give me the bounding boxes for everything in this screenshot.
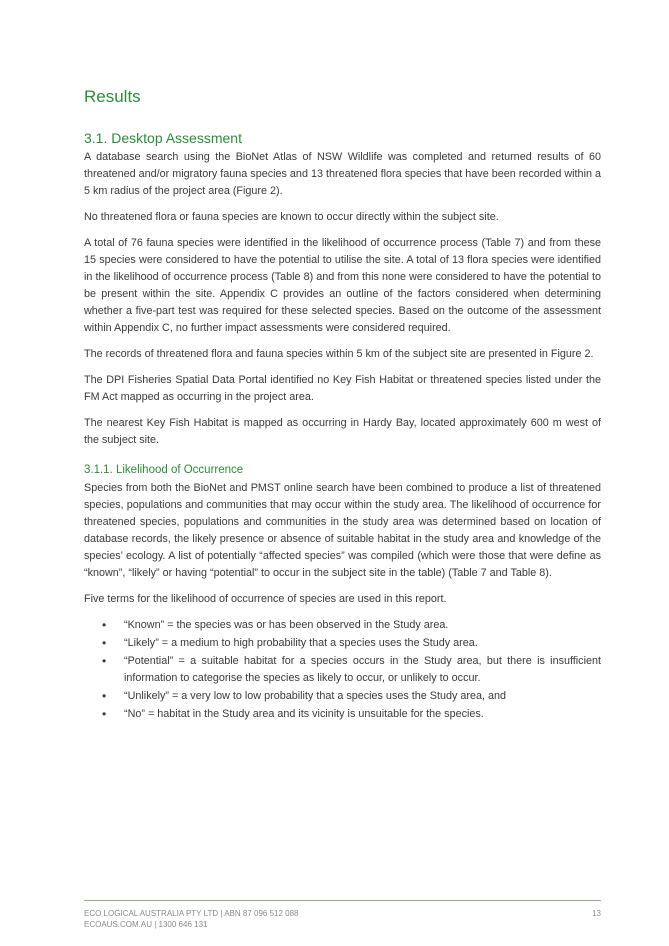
- list-item: [84, 635, 601, 652]
- paragraph: A database search using the BioNet Atlas of NSW Wildlife was completed and returned results of 60 threatened and/or migratory fauna species and 13 threatened flora species that have been recorded within a 5 km radius of the project area (Figure 2).: [84, 151, 601, 197]
- list-item: [84, 688, 601, 705]
- list-item: [84, 706, 601, 723]
- page-footer: [84, 908, 601, 930]
- list-item-text: “Known” = the species was or has been observed in the Study area.: [124, 619, 449, 631]
- list-item: [84, 653, 601, 687]
- paragraph: The DPI Fisheries Spatial Data Portal identified no Key Fish Habitat or threatened species listed under the FM Act mapped as occurring in the project area.: [84, 374, 601, 403]
- list-item: [84, 617, 601, 634]
- page-content: [84, 86, 601, 724]
- subsection-title: 3.1.1. Likelihood of Occurrence: [84, 464, 244, 476]
- bullet-icon: •: [102, 707, 107, 721]
- footer-divider: [84, 900, 601, 901]
- list-item-text: “Potential” = a suitable habitat for a species occurs in the Study area, but there is insufficient information to categorise the species as likely to occur, or unlikely to occur.: [124, 655, 601, 684]
- paragraph: No threatened flora or fauna species are known to occur directly within the subject site.: [84, 211, 499, 223]
- paragraph: A total of 76 fauna species were identified in the likelihood of occurrence process (Table 7) and from these 15 species were considered to have the potential to utilise the site. A total of 13 flora species were identified in the likelihood of occurrence process (Table 8) and from this none were considered to have the potential to be present within the site. Appendix C provides an outline of the factors considered when determining whether a five-part test was required for these selected species. Based on the outcome of the assessment within Appendix C, no further impact assessments were considered required.: [84, 237, 601, 334]
- likelihood-terms-list: [84, 617, 601, 723]
- page-number: 13: [592, 909, 601, 918]
- paragraph: Species from both the BioNet and PMST online search have been combined to produce a list of threatened species, populations and communities that may occur within the study area. The likelihood of occurrence for threatened species, populations and communities in the study area was determined based on location of database records, the likely presence or absence of suitable habitat in the study area and knowledge of the species’ ecology. A list of potentially “affected species” was compiled (which were those that were define as “known”, “likely” or having “potential” to occur in the subject site in the table) (Table 7 and Table 8).: [84, 482, 601, 579]
- list-item-text: “No” = habitat in the Study area and its vicinity is unsuitable for the species.: [124, 708, 484, 720]
- paragraph: The nearest Key Fish Habitat is mapped as occurring in Hardy Bay, located approximately 600 m west of the subject site.: [84, 417, 601, 446]
- section-title: 3.1. Desktop Assessment: [84, 130, 242, 146]
- bullet-icon: •: [102, 654, 107, 668]
- footer-contact-line: ECOAUS.COM.AU | 1300 646 131: [84, 920, 208, 929]
- list-item-text: “Unlikely” = a very low to low probability that a species uses the Study area, and: [124, 690, 506, 702]
- footer-company-line: ECO LOGICAL AUSTRALIA PTY LTD | ABN 87 096 512 088: [84, 909, 299, 918]
- bullet-icon: •: [102, 618, 107, 632]
- page-heading: Results: [84, 87, 141, 106]
- bullet-icon: •: [102, 636, 107, 650]
- bullet-icon: •: [102, 689, 107, 703]
- paragraph: Five terms for the likelihood of occurrence of species are used in this report.: [84, 593, 447, 605]
- list-item-text: “Likely” = a medium to high probability that a species uses the Study area.: [124, 637, 478, 649]
- paragraph: The records of threatened flora and fauna species within 5 km of the subject site are presented in Figure 2.: [84, 348, 594, 360]
